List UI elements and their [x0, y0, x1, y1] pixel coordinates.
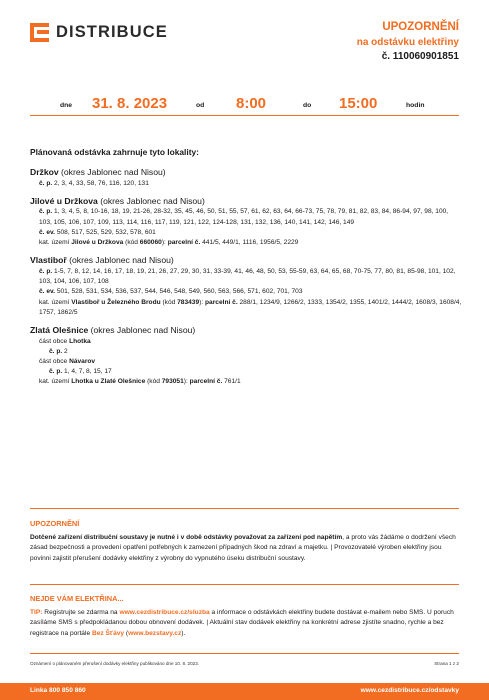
footer-bar — [0, 683, 489, 700]
registry-numbers: 508, 517, 525, 529, 532, 578, 601 — [55, 228, 156, 236]
locality-district: (okres Jablonec nad Nisou) — [66, 255, 174, 266]
village-part-lhotka: část obce Lhotka — [39, 337, 91, 345]
tip-section — [30, 593, 462, 639]
registry-numbers-label: č. ev. — [39, 288, 56, 296]
registration-link[interactable]: www.cezdistribuce.cz/sluzba — [119, 608, 210, 616]
to-label: do — [303, 102, 312, 109]
house-numbers-label: č. p. — [39, 208, 53, 216]
brand-name: DISTRIBUCE — [56, 23, 168, 41]
locality-name: Zlatá Olešnice — [30, 324, 89, 335]
locality-district: (okres Jablonec nad Nisou) — [58, 167, 166, 177]
locality-vlastibor — [30, 255, 462, 318]
cez-logo-icon — [30, 23, 49, 42]
village-part-navarov: část obce Návarov — [39, 358, 96, 365]
warning-divider — [30, 508, 459, 509]
end-time: 15:00 — [339, 95, 378, 112]
registry-numbers-label: č. ev. — [39, 228, 56, 236]
hours-label: hodin — [406, 102, 425, 109]
house-numbers: 2, 3, 4, 33, 58, 76, 116, 120, 131 — [52, 179, 149, 187]
schedule-divider — [30, 115, 459, 116]
cez-logo — [30, 21, 168, 43]
house-numbers: 1-5, 7, 8, 12, 14, 16, 17, 18, 19, 21, 26, 27, 29, 30, 31, 33-39, 41, 46, 48, 50, 53, 55-59, 63, 64, 65, 68, 70-75, 77, 80, 81, 85-98, 101, 102, 103, 104, 106, 107, 108 — [39, 267, 456, 286]
locality-drzkov — [30, 167, 462, 189]
warning-title: UPOZORNĚNÍ — [30, 519, 80, 528]
house-numbers-label: č. p. — [39, 179, 53, 187]
house-numbers: 1, 3, 4, 5, 8, 10-16, 18, 19, 21-26, 28-32, 35, 45, 46, 50, 51, 55, 57, 61, 62, 63, 64, 66-73, 75, 78, 79, 81, 82, 83, 84, 86-94, 97, 98, 100, 103, 105, 106, 107, 109, 113, 114, 116, 117, 119, 121, 122, 124-128, 131, 132, 136, 140, 141, 142, 146, 149 — [39, 208, 449, 226]
notice-number: č. 110060901851 — [381, 50, 459, 62]
hotline: Linka 800 850 860 — [30, 687, 86, 694]
locality-zlata-olesnice — [30, 325, 462, 388]
bez-stavy-brand: Bez Šťávy — [91, 629, 125, 637]
localities-list — [30, 167, 462, 388]
notice-heading — [357, 20, 459, 64]
locality-name: Držkov — [30, 167, 59, 177]
footnote-divider — [30, 653, 459, 654]
from-label: od — [196, 102, 205, 109]
page-number: Strana 1 z 2 — [434, 661, 459, 666]
registry-numbers: 501, 528, 531, 534, 536, 537, 544, 546, 548, 549, 560, 563, 566, 571, 602, 701, 703 — [55, 288, 303, 296]
outage-date: 31. 8. 2023 — [92, 95, 168, 112]
localities-intro: Plánovaná odstávka zahrnuje tyto lokality: — [30, 147, 199, 157]
locality-district: (okres Jablonec nad Nisou) — [88, 324, 196, 335]
tip-divider — [30, 584, 459, 585]
house-numbers-label: č. p. — [49, 347, 63, 355]
date-label: dne — [60, 102, 73, 109]
locality-jilove — [30, 196, 462, 248]
warning-section — [30, 518, 462, 564]
house-numbers-label: č. p. — [39, 267, 53, 275]
cadastral-row: kat. území Vlastiboř u Železného Brodu (kód 783439): parcelní č. 288/1, 1234/9, 1266/2, 1333, 1354/2, 1355, 1401/2, 1444/2, 1608/3, 1608/4, 1757, 1862/5 — [39, 298, 462, 316]
house-numbers: 1, 4, 7, 8, 15, 17 — [62, 368, 112, 376]
cadastral-row: kat. území Jilové u Držkova (kód 660060): parcelní č. 441/5, 449/1, 1116, 1956/5, 2229 — [39, 239, 299, 247]
locality-name: Vlastiboř — [30, 255, 67, 266]
house-numbers-label: č. p. — [49, 368, 63, 376]
bez-stavy-link[interactable]: www.bezstavy.cz — [128, 629, 182, 637]
house-numbers: 2 — [62, 347, 68, 355]
cadastral-row: kat. území Lhotka u Zlaté Olešnice (kód 793051): parcelní č. 761/1 — [39, 378, 241, 386]
start-time: 8:00 — [236, 95, 267, 112]
tip-text: TIP: Registrujte se zdarma na www.cezdistribuce.cz/sluzba a informace o odstávkách elektřiny budete dostávat e-mailem nebo SMS. U poruch zasíláme SMS s předpokládanou dobou obnovení dodávek. | Aktuální stav dodávek elektřiny na konkrétní adrese zjistíte snadno, rychle a bez registrace na portále Bez Šťávy (www.bezstavy.cz). — [30, 608, 454, 637]
tip-title: NEJDE VÁM ELEKTŘINA... — [30, 594, 124, 603]
warning-text: Dotčené zařízení distribuční soustavy je nutné i v době odstávky považovat za zařízení pod napětím, a proto vás žádáme o dodržení všech zásad bezpečnosti a provedení opatření potřebných k zamezení případných škod na zdraví a majetku. | Provozovatelé výroben elektřiny jsou povinni zajistit přerušení dodávky elektřiny z výrobny do vypnutého úseku distribuční soustavy. — [30, 533, 456, 562]
outage-schedule — [30, 94, 459, 112]
tip-label: TIP: — [30, 608, 43, 616]
locality-name: Jilové u Držkova — [30, 195, 98, 206]
publication-note: Oznámení o plánovaném přerušení dodávky elektřiny publikováno dne 10. 8. 2023. — [30, 661, 200, 666]
notice-subtitle: na odstávku elektřiny — [356, 36, 459, 48]
locality-district: (okres Jablonec nad Nisou) — [97, 195, 205, 206]
outages-website-link[interactable]: www.cezdistribuce.cz/odstavky — [360, 687, 459, 694]
notice-title: UPOZORNĚNÍ — [382, 21, 459, 33]
